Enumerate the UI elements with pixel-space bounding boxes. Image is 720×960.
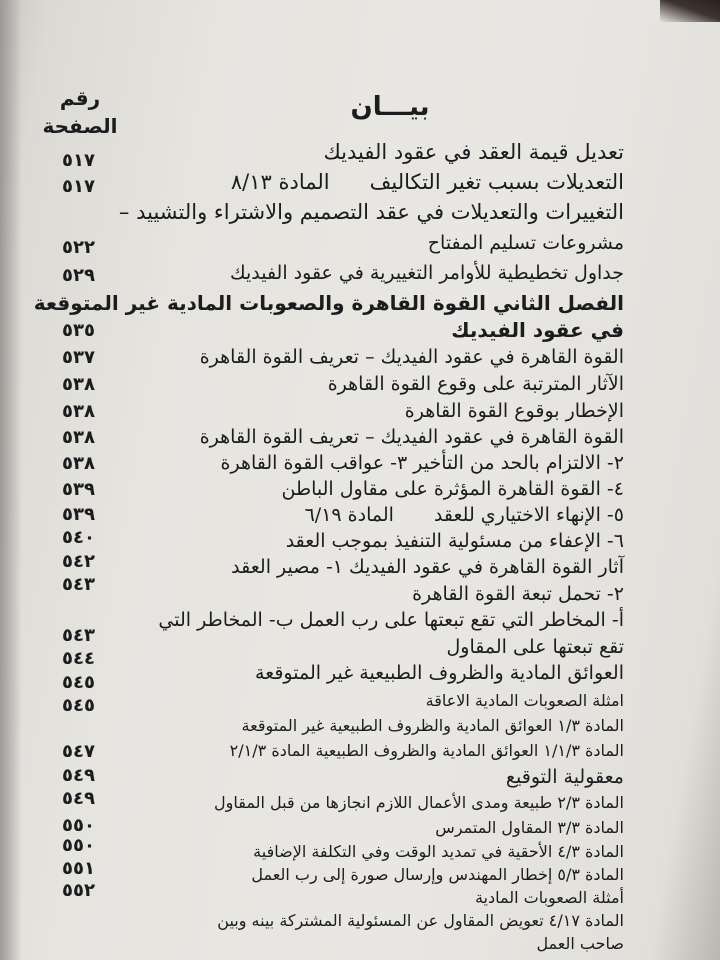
toc-page-number: ٥٥٠ [62, 835, 95, 856]
page-column-label-line1: رقم [59, 86, 101, 110]
toc-line: المادة ٥/٣ إخطار المهندس وإرسال صورة إلى رب العمل [251, 865, 624, 884]
toc-page-number: ٥٤٤ [62, 648, 95, 669]
toc-line: المادة ٤/١٧ تعويض المقاول عن المسئولية المشتركة بينه وبين [217, 911, 624, 930]
toc-page-number: ٥٣٩ [62, 504, 95, 525]
toc-page-number: ٥٥١ [62, 858, 95, 879]
toc-line: المادة ١/١/٣ العوائق المادية والظروف الطبيعية المادة ٢/١/٣ [229, 741, 624, 760]
toc-page-number: ٥٥٢ [62, 880, 95, 901]
page-title: بيـــان [350, 92, 430, 122]
toc-page-number: ٥٤٩ [62, 788, 95, 809]
toc-page-number: ٥٣٨ [62, 453, 95, 474]
toc-line: ٦- الإعفاء من مسئولية التنفيذ بموجب العقد [285, 530, 624, 552]
toc-page-number: ٥٣٨ [62, 427, 95, 448]
toc-page-number: ٥٤٧ [62, 741, 95, 762]
toc-page-number: ٥٣٨ [62, 401, 95, 422]
toc-page-number: ٥٤٠ [62, 527, 95, 548]
toc-line: جداول تخطيطية للأوامر التغييرية في عقود الفيديك [229, 262, 624, 284]
toc-article-ref: المادة ٦/١٩ [304, 504, 394, 526]
toc-line: ٢- تحمل تبعة القوة القاهرة [412, 583, 624, 605]
toc-line: المادة ١/٣ العوائق المادية والظروف الطبيعية غير المتوقعة [241, 716, 624, 735]
toc-page-number: ٥٤٣ [62, 625, 95, 646]
toc-chapter-heading: في عقود الفيديك [451, 318, 624, 342]
toc-line: التعديلات بسبب تغير التكاليفالمادة ٨/١٣ [230, 170, 624, 194]
toc-page-number: ٥٤٣ [62, 574, 95, 595]
toc-page-number: ٥٤٩ [62, 765, 95, 786]
toc-line: أمثلة الصعوبات المادية [474, 888, 624, 907]
toc-chapter-heading: الفصل الثاني القوة القاهرة والصعوبات المادية غير المتوقعة [33, 291, 624, 315]
toc-line: امثلة الصعوبات المادية الاعاقة [425, 691, 624, 710]
toc-line: ٥- الإنهاء الاختياري للعقدالمادة ٦/١٩ [304, 504, 624, 526]
toc-page-number: ٥١٧ [62, 176, 95, 197]
toc-line: المادة ٢/٣ طبيعة ومدى الأعمال اللازم انجازها من قبل المقاول [214, 793, 624, 812]
toc-line: تعديل قيمة العقد في عقود الفيديك [323, 140, 624, 164]
toc-line: معقولية التوقيع [505, 766, 624, 788]
toc-line: الإخطار بوقوع القوة القاهرة [404, 400, 624, 422]
toc-page-number: ٥٤٥ [62, 672, 95, 693]
toc-page-number: ٥١٧ [62, 150, 95, 171]
toc-page-number: ٥٤٢ [62, 551, 95, 572]
toc-line: تقع تبعتها على المقاول [446, 636, 624, 658]
toc-line: التغييرات والتعديلات في عقد التصميم والاشتراء والتشييد – [118, 200, 624, 224]
toc-line: آثار القوة القاهرة في عقود الفيديك ١- مصير العقد [231, 556, 624, 578]
toc-page-number: ٥٥٠ [62, 815, 95, 836]
toc-article-ref: المادة ٨/١٣ [230, 170, 330, 194]
page-column-label-line2: الصفحة [42, 114, 118, 138]
page-corner-shadow [660, 0, 720, 22]
page-edge-shadow [0, 0, 22, 960]
toc-page-number: ٥٤٥ [62, 695, 95, 716]
toc-page-number: ٥٣٩ [62, 479, 95, 500]
toc-page-number: ٥٣٧ [62, 347, 95, 368]
toc-line: ٢- الالتزام بالحد من التأخير ٣- عواقب القوة القاهرة [220, 452, 624, 474]
toc-line: المادة ٣/٣ المقاول المتمرس [435, 818, 624, 837]
toc-line: صاحب العمل [536, 934, 624, 953]
toc-line: المادة ٤/٣ الأحقية في تمديد الوقت وفي التكلفة الإضافية [253, 842, 624, 861]
toc-page-number: ٥٣٥ [62, 320, 95, 341]
toc-line: القوة القاهرة في عقود الفيديك – تعريف القوة القاهرة [199, 346, 624, 368]
toc-page-number: ٥٢٢ [62, 237, 95, 258]
toc-line: العوائق المادية والظروف الطبيعية غير المتوقعة [254, 662, 624, 684]
toc-line: ٤- القوة القاهرة المؤثرة على مقاول الباطن [281, 478, 624, 500]
page-number-column-header [34, 84, 126, 140]
toc-page-number: ٥٣٨ [62, 374, 95, 395]
toc-line: الآثار المترتبة على وقوع القوة القاهرة [327, 373, 624, 395]
toc-line: أ- المخاطر التي تقع تبعتها على رب العمل ب- المخاطر التي [158, 609, 624, 631]
toc-page-number: ٥٢٩ [62, 265, 95, 286]
toc-line: مشروعات تسليم المفتاح [427, 232, 624, 254]
toc-line: القوة القاهرة في عقود الفيديك – تعريف القوة القاهرة [199, 426, 624, 448]
